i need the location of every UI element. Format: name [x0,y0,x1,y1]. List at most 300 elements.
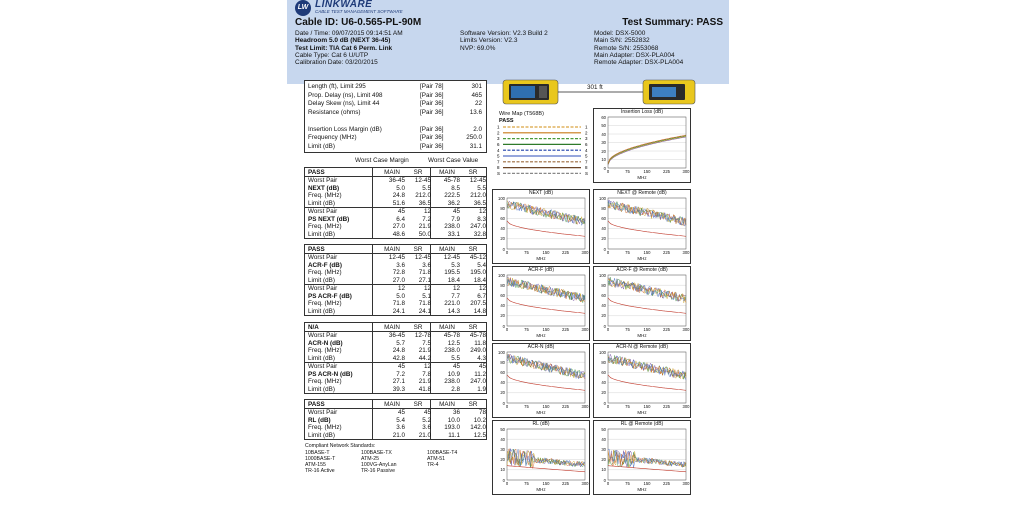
column-header: MAIN [384,323,400,331]
row-value: 10.0 [447,416,460,424]
y-tick-label: 60 [601,215,606,221]
row-value: 21.0 [392,432,405,440]
row-value: 6.7 [477,292,486,300]
logo-subtitle: CABLE TEST MANAGEMENT SOFTWARE [315,9,403,14]
row-value: 247.0 [470,378,486,386]
column-header: SR [468,400,478,408]
row-value: 247.0 [470,223,486,231]
row-value: 7.7 [451,292,460,300]
x-tick-label: 75 [625,327,630,332]
x-tick-label: 0 [606,169,610,174]
software-version: Software Version: V2.3 Build 2 [460,30,548,37]
column-divider [372,400,373,439]
y-tick-label: 40 [601,226,606,232]
wire-pin-label: 6 [585,142,588,147]
row-value: 48.6 [392,230,405,238]
graph-title: RL @ Remote (dB) [620,421,664,427]
y-tick-label: 10 [601,157,606,162]
y-tick-label: 30 [601,446,606,452]
column-header: SR [468,323,478,331]
row-value: 3.6 [396,261,405,269]
y-tick-label: 100 [599,349,606,355]
wire-pin-label: 5 [497,153,500,159]
x-tick-label: 75 [625,404,630,409]
wiremap-status: PASS [499,118,514,124]
y-tick-label: 60 [601,369,606,375]
x-tick-label: 0 [606,327,610,332]
graph-panel [593,343,691,418]
row-value: 41.8 [418,385,431,393]
summary-value: 31.1 [469,142,482,150]
y-tick-label: 20 [601,313,606,319]
x-tick-label: 150 [542,481,550,486]
row-value: 5.0 [396,184,405,192]
row-label: Freq. (MHz) [308,223,342,231]
row-value: 32.8 [473,230,486,238]
row-value: 5.5 [451,355,460,363]
x-axis-label: MHz [637,333,647,338]
row-value: 7.2 [422,215,431,223]
logo-badge: LW [295,0,311,16]
y-tick-label: 50 [500,426,505,432]
column-header: MAIN [439,245,455,253]
graph-plot [507,352,585,403]
x-tick-label: 225 [663,250,670,255]
row-value: 10.2 [473,416,486,424]
y-tick-label: 60 [500,292,505,298]
row-value: 5.3 [451,261,460,269]
row-value: 36.5 [473,200,486,208]
measurement-trace [507,278,585,302]
y-tick-label: 40 [601,436,606,442]
row-value: 45 [397,409,405,416]
row-value: 7.5 [422,339,431,347]
summary-value: 465 [471,91,482,99]
summary-pair: [Pair 36] [420,108,444,116]
row-value: 12-45 [414,254,431,261]
row-value: 142.0 [470,424,486,432]
row-label: Limit (dB) [308,230,335,238]
x-tick-label: 150 [643,404,651,409]
summary-pair: [Pair 36] [420,100,444,107]
x-axis-label: MHz [536,333,546,338]
section-status: PASS [308,168,325,176]
wire-pin-label: 7 [497,159,500,165]
row-value: 45 [397,207,405,215]
row-value: 5.4 [396,416,405,424]
section-status: PASS [308,245,325,253]
y-tick-label: 40 [500,436,505,442]
x-tick-label: 75 [524,404,529,409]
x-tick-label: 75 [625,481,630,486]
wire-pin-label: 2 [585,130,588,136]
row-label: Freq. (MHz) [308,192,342,200]
row-value: 45 [452,207,460,215]
calibration-date: Calibration Date: 03/20/2015 [295,59,378,67]
x-tick-label: 300 [581,481,589,486]
cable-type: Cable Type: Cat 6 U/UTP [295,51,369,59]
row-label: PS NEXT (dB) [308,215,350,223]
row-value: 8.3 [477,215,486,223]
y-tick-label: 20 [500,236,505,242]
graph-title: NEXT @ Remote (dB) [617,190,667,196]
x-tick-label: 0 [606,481,610,486]
row-value: 10.9 [447,370,460,378]
graph-panel [492,420,590,495]
x-axis-label: MHz [637,410,647,415]
limit-line [608,466,686,472]
row-value: 12 [478,284,486,292]
row-value: 71.8 [392,300,405,308]
x-tick-label: 150 [542,404,550,409]
row-value: 21.9 [418,378,431,386]
row-label: Freq. (MHz) [308,424,342,432]
row-value: 221.0 [444,300,460,308]
wire-pin-label: S [497,171,501,176]
standard-item: ATM-155 [305,462,326,468]
measurement-trace [608,355,686,379]
y-tick-label: 40 [500,380,505,386]
row-value: 238.0 [444,347,460,355]
row-value: 5.1 [422,292,431,300]
y-tick-label: 20 [601,236,606,242]
row-value: 78 [478,409,486,416]
graph-panel [593,266,691,341]
summary-value: 22 [474,100,482,107]
row-value: 71.8 [418,269,431,277]
row-value: 39.3 [392,385,405,393]
summary-label: Resistance (ohms) [308,108,361,116]
row-value: 12-45 [388,254,405,261]
row-value: 45 [397,362,405,370]
row-value: 24.1 [418,307,431,315]
row-label: NEXT (dB) [308,184,340,192]
row-value: 12-78 [414,332,431,339]
row-label: Worst Pair [308,409,338,416]
x-tick-label: 0 [505,327,509,332]
x-tick-label: 300 [682,327,690,332]
y-tick-label: 100 [599,272,606,278]
row-value: 3.6 [422,261,431,269]
row-label: ACR-F (dB) [308,261,342,269]
y-tick-label: 20 [601,457,606,463]
row-label: Worst Pair [308,254,338,261]
summary-label: Length (ft), Limit 295 [308,83,366,90]
row-value: 5.2 [422,416,431,424]
row-value: 3.6 [422,424,431,432]
row-value: 27.0 [392,277,405,285]
main-sn: Main S/N: 2552832 [594,37,650,45]
row-value: 2.8 [451,385,460,393]
column-header: SR [468,168,478,176]
y-tick-label: 80 [500,205,505,211]
worst-case-value-title: Worst Case Value [428,157,479,164]
summary-label: Limit (dB) [308,142,335,150]
standard-item: TR-16 Passive [361,468,396,474]
row-label: PS ACR-N (dB) [308,370,353,378]
graph-plot [507,275,585,326]
row-value: 36-45 [388,332,405,339]
y-tick-label: 80 [500,282,505,288]
report-page [287,0,729,512]
x-axis-label: MHz [637,175,647,180]
summary-label: Delay Skew (ns), Limit 44 [308,100,380,107]
date-time: Date / Time: 09/07/2015 09:14:51 AM [295,30,403,37]
graph-panel [492,189,590,264]
row-label: Limit (dB) [308,432,335,440]
y-tick-label: 0 [603,165,606,171]
row-value: 50.0 [418,230,431,238]
y-tick-label: 0 [502,400,505,406]
standard-item: 10BASE-T [305,450,330,456]
standard-item: 100VG-AnyLan [361,462,397,468]
y-tick-label: 50 [601,123,606,128]
row-value: 11.8 [474,339,486,347]
row-value: 1.9 [477,385,486,393]
y-tick-label: 100 [498,272,505,278]
row-value: 21.9 [418,223,431,231]
graph-plot [608,117,686,168]
y-tick-label: 10 [601,467,606,473]
row-value: 195.0 [470,269,486,277]
row-value: 45 [478,362,486,370]
row-value: 36-45 [388,177,405,184]
limits-version: Limits Version: V2.3 [460,37,518,45]
row-value: 45-78 [443,177,460,184]
row-value: 21.9 [418,347,431,355]
y-tick-label: 80 [500,359,505,365]
column-header: MAIN [439,400,455,408]
column-header: SR [413,323,423,331]
row-value: 222.5 [444,192,460,200]
y-tick-label: 20 [601,390,606,396]
section-status: PASS [308,400,325,408]
worst-case-margin-title: Worst Case Margin [355,157,409,164]
graph-title: RL (dB) [532,421,550,427]
x-axis-label: MHz [536,256,546,261]
wire-pin-label: 3 [497,136,500,142]
insertion-loss-trace [608,136,686,164]
y-tick-label: 40 [500,226,505,232]
remote-sn: Remote S/N: 2553068 [594,44,659,52]
row-label: RL (dB) [308,416,331,424]
row-value: 5.5 [422,184,431,192]
column-divider [372,168,373,238]
test-limit: Test Limit: TIA Cat 6 Perm. Link [295,44,393,52]
wire-pin-label: S [585,171,589,176]
y-tick-label: 20 [500,457,505,463]
row-label: Freq. (MHz) [308,378,342,386]
row-value: 27.1 [418,277,431,285]
y-tick-label: 0 [603,400,606,406]
graph-panel [593,420,691,495]
y-tick-label: 50 [601,426,606,432]
y-tick-label: 0 [502,323,505,329]
cable-length-label: 301 ft [587,84,603,91]
column-divider [372,323,373,393]
summary-pair: [Pair 78] [420,83,444,90]
y-tick-label: 40 [601,131,606,137]
section-status: N/A [308,323,319,331]
row-value: 238.0 [444,378,460,386]
y-tick-label: 80 [601,282,606,288]
x-tick-label: 300 [581,327,589,332]
y-tick-label: 100 [599,195,606,201]
graph-panel [492,343,590,418]
x-tick-label: 75 [625,250,630,255]
graph-plot [507,198,585,249]
row-value: 12-45 [443,254,460,261]
row-value: 5.0 [396,292,405,300]
x-tick-label: 300 [682,404,690,409]
graph-plot [608,275,686,326]
row-value: 193.0 [444,424,460,432]
row-value: 33.1 [447,230,460,238]
graph-panel [492,266,590,341]
summary-pair: [Pair 36] [420,142,444,150]
row-value: 4.3 [477,355,486,363]
nvp: NVP: 69.0% [460,44,496,52]
row-label: Freq. (MHz) [308,347,342,355]
remote-adapter: Remote Adapter: DSX-PLA004 [594,59,684,67]
plot-frame [608,429,686,480]
y-tick-label: 0 [603,477,606,483]
row-value: 11.1 [448,432,460,440]
summary-label: Insertion Loss Margin (dB) [308,125,382,133]
plot-frame [608,352,686,403]
row-value: 12 [423,284,431,292]
y-tick-label: 0 [603,323,606,329]
row-value: 5.4 [477,261,486,269]
x-tick-label: 225 [562,481,569,486]
row-value: 42.8 [392,355,405,363]
x-tick-label: 300 [682,481,690,486]
x-tick-label: 150 [542,327,550,332]
row-value: 12.5 [447,339,460,347]
row-value: 12 [397,284,405,292]
y-tick-label: 40 [500,303,505,309]
x-tick-label: 0 [505,250,509,255]
x-tick-label: 300 [682,250,690,255]
cable-id: Cable ID: U6-0.565-PL-90M [295,17,422,28]
x-tick-label: 225 [663,481,670,486]
standard-item: TR-4 [427,462,439,468]
row-value: 7.9 [451,215,460,223]
row-value: 12 [478,207,486,215]
graph-title: Insertion Loss (dB) [621,109,663,115]
row-value: 45-78 [443,332,460,339]
row-value: 5.5 [477,184,486,192]
logo-name: LINKWARE [315,0,373,10]
y-tick-label: 30 [601,140,606,145]
wire-pin-label: 8 [585,165,588,171]
row-value: 71.8 [418,300,431,308]
main-adapter: Main Adapter: DSX-PLA004 [594,51,675,59]
column-header: MAIN [439,323,455,331]
column-header: SR [413,168,423,176]
row-value: 12-45 [414,177,431,184]
x-tick-label: 75 [524,481,529,486]
row-value: 24.1 [392,307,405,315]
graph-plot [608,429,686,480]
row-value: 24.8 [392,192,405,200]
standard-item: TR-16 Active [305,468,335,474]
row-value: 207.5 [470,300,486,308]
graph-plot [608,198,686,249]
summary-value: 301 [471,83,482,90]
column-header: MAIN [439,168,455,176]
row-label: Limit (dB) [308,200,335,208]
wire-pin-label: 8 [497,165,500,171]
x-tick-label: 0 [606,404,610,409]
row-value: 18.4 [447,277,460,285]
results-section [304,322,487,394]
graph-panel [593,189,691,264]
column-divider [372,245,373,315]
row-value: 249.0 [470,347,486,355]
row-value: 5.7 [396,339,405,347]
x-axis-label: MHz [637,487,647,492]
standard-item: 100BASE-T4 [427,450,458,456]
x-tick-label: 300 [581,404,589,409]
x-tick-label: 225 [562,327,569,332]
x-tick-label: 225 [663,327,670,332]
row-label: Limit (dB) [308,307,335,315]
measurement-trace [608,200,686,225]
row-value: 8.5 [451,184,460,192]
row-value: 11.2 [474,370,486,378]
graph-title: ACR-N (dB) [527,344,555,350]
y-tick-label: 0 [502,246,505,252]
y-tick-label: 0 [603,246,606,252]
y-tick-label: 30 [500,446,505,452]
wire-pin-label: 6 [497,142,500,147]
y-tick-label: 40 [601,380,606,386]
row-value: 27.1 [392,378,405,386]
row-label: Freq. (MHz) [308,300,342,308]
column-header: SR [413,400,423,408]
y-tick-label: 20 [601,148,606,154]
row-value: 24.8 [392,347,405,355]
row-value: 36.2 [447,200,460,208]
row-label: Limit (dB) [308,355,335,363]
graph-plot [507,429,585,480]
row-value: 45 [423,409,431,416]
row-value: 3.6 [396,424,405,432]
graph-title: ACR-N @ Remote (dB) [615,344,669,350]
row-label: Worst Pair [308,362,338,370]
graph-title: ACR-F (dB) [527,267,555,273]
wire-pin-label: 4 [497,147,500,153]
row-value: 21.0 [418,432,431,440]
row-value: 12 [423,362,431,370]
y-tick-label: 60 [601,292,606,298]
row-value: 45 [452,362,460,370]
y-tick-label: 10 [500,467,505,473]
standards-title: Compliant Network Standards: [305,443,376,449]
summary-label: Prop. Delay (ns), Limit 498 [308,91,383,99]
wire-pin-label: 3 [585,136,588,142]
results-section [304,244,487,316]
x-tick-label: 0 [505,481,509,486]
graph-title: NEXT (dB) [528,190,554,196]
row-label: Limit (dB) [308,385,335,393]
graph-panel [593,108,691,183]
summary-pair: [Pair 36] [420,125,444,133]
column-header: MAIN [384,245,400,253]
x-tick-label: 150 [643,327,651,332]
x-tick-label: 225 [562,250,569,255]
